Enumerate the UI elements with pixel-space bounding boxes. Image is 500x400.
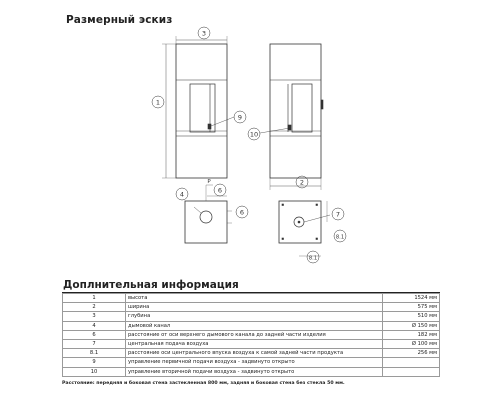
table-row (63, 303, 440, 312)
table-cell-value: 1524 мм (383, 294, 440, 303)
dimension-drawing (58, 0, 442, 280)
table-cell-num: 10 (63, 367, 126, 376)
table-cell-label: управление первичной подачи воздуха - задвинуто открыто (126, 358, 383, 367)
table-cell-label: расстояние оси центрального впуска воздуха к самой задней части продукта (126, 349, 383, 358)
side-view (260, 44, 323, 190)
table-cell-value: Ø 150 мм (383, 321, 440, 330)
info-table (62, 293, 440, 377)
callout-labels (156, 30, 344, 262)
table-row (63, 367, 440, 376)
clearance-note: Расстояние: передняя и боковая стена застекленная 800 мм, задняя и боковая стена без стекла 50 мм. (62, 381, 345, 386)
table-cell-value: 256 мм (383, 349, 440, 358)
callout-6-top: 6 (217, 186, 223, 195)
table-cell-num: 1 (63, 294, 126, 303)
table-cell-num: 4 (63, 321, 126, 330)
table-cell-label: дымовой канал (126, 321, 383, 330)
callout-circles (152, 27, 346, 263)
table-cell-label: центральная подача воздуха (126, 340, 383, 349)
table-cell-value: Ø 100 мм (383, 340, 440, 349)
table-row (63, 330, 440, 339)
front-view (162, 36, 234, 178)
table-cell-value: 182 мм (383, 330, 440, 339)
table-cell-num: 3 (63, 312, 126, 321)
table-cell-num: 6 (63, 330, 126, 339)
table-row (63, 321, 440, 330)
callout-1: 1 (155, 98, 161, 107)
sketch-title: Размерный эскиз (66, 14, 173, 26)
table-cell-value (383, 367, 440, 376)
table-cell-label: глубина (126, 312, 383, 321)
table-row (63, 358, 440, 367)
callout-2: 2 (299, 178, 305, 187)
document-sheet (58, 0, 442, 400)
callout-6-side: 6 (239, 208, 245, 217)
table-cell-value: 510 мм (383, 312, 440, 321)
table-row (63, 349, 440, 358)
table-cell-num: 2 (63, 303, 126, 312)
table-row (63, 312, 440, 321)
callout-9: 9 (237, 113, 243, 122)
callout-8-1-side: 8.1 (335, 234, 345, 241)
top-view-air-inlet (279, 201, 330, 256)
table-cell-label: высота (126, 294, 383, 303)
callout-8-1-bottom: 8.1 (308, 255, 318, 262)
label-p: P (207, 179, 211, 185)
table-cell-value: 575 мм (383, 303, 440, 312)
table-cell-label: управление вторичной подачи воздуха - задвинуто открыто (126, 367, 383, 376)
callout-3: 3 (201, 29, 207, 38)
table-cell-label: ширина (126, 303, 383, 312)
table-cell-value (383, 358, 440, 367)
table-cell-num: 9 (63, 358, 126, 367)
table-row (63, 340, 440, 349)
table-row (63, 294, 440, 303)
callout-10: 10 (249, 130, 259, 139)
table-cell-num: 8.1 (63, 349, 126, 358)
callout-4: 4 (179, 190, 185, 199)
table-cell-num: 7 (63, 340, 126, 349)
table-cell-label: расстояние от оси верхнего дымового канала до задней части изделия (126, 330, 383, 339)
callout-7: 7 (335, 210, 341, 219)
info-title: Доплнительная информация (63, 279, 239, 291)
